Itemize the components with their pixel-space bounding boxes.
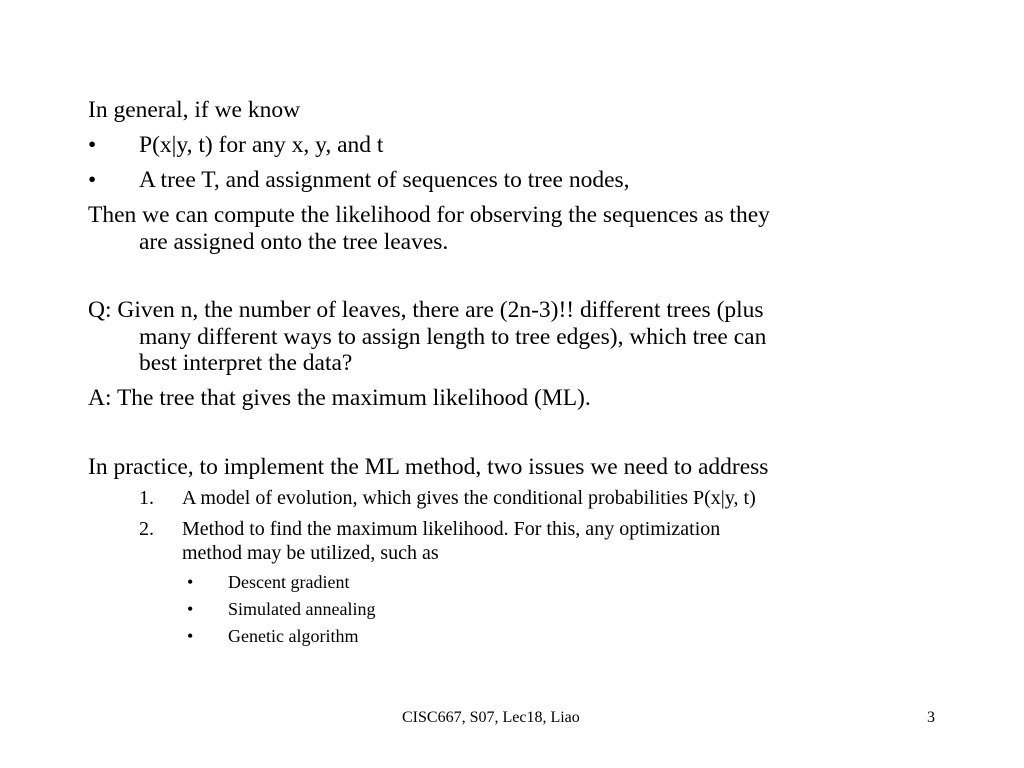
numbered-item-2-line-2: method may be utilized, such as [182, 542, 439, 564]
sub-bullet-item: Simulated annealing [228, 599, 376, 619]
bullet-item-1: P(x|y, t) for any x, y, and t [139, 132, 384, 158]
intro-line: In general, if we know [88, 97, 301, 123]
then-line-1: Then we can compute the likelihood for observing the sequences as they [88, 202, 770, 228]
footer-page-number: 3 [927, 709, 935, 726]
sub-bullet-item: Genetic algorithm [228, 626, 359, 646]
footer-course-label: CISC667, S07, Lec18, Liao [402, 709, 580, 726]
bullet-item-2: A tree T, and assignment of sequences to tree nodes, [139, 167, 630, 193]
bullet-marker: • [88, 132, 97, 158]
sub-bullet-marker: • [187, 626, 194, 646]
then-line-2: are assigned onto the tree leaves. [139, 229, 449, 255]
numbered-item-1: A model of evolution, which gives the conditional probabilities P(x|y, t) [182, 487, 756, 509]
practice-line: In practice, to implement the ML method, two issues we need to address [88, 454, 769, 480]
question-line-2: many different ways to assign length to tree edges), which tree can [139, 324, 767, 350]
numbered-item-2-number: 2. [139, 518, 154, 540]
sub-bullet-marker: • [187, 599, 194, 619]
answer-line: A: The tree that gives the maximum likelihood (ML). [88, 385, 591, 411]
question-line-3: best interpret the data? [139, 350, 353, 376]
bullet-marker: • [88, 167, 97, 193]
sub-bullet-item: Descent gradient [228, 572, 350, 592]
numbered-item-1-number: 1. [139, 487, 154, 509]
question-line-1: Q: Given n, the number of leaves, there are (2n-3)!! different trees (plus [88, 297, 764, 323]
numbered-item-2-line-1: Method to find the maximum likelihood. For this, any optimization [182, 518, 721, 540]
sub-bullet-marker: • [187, 572, 194, 592]
